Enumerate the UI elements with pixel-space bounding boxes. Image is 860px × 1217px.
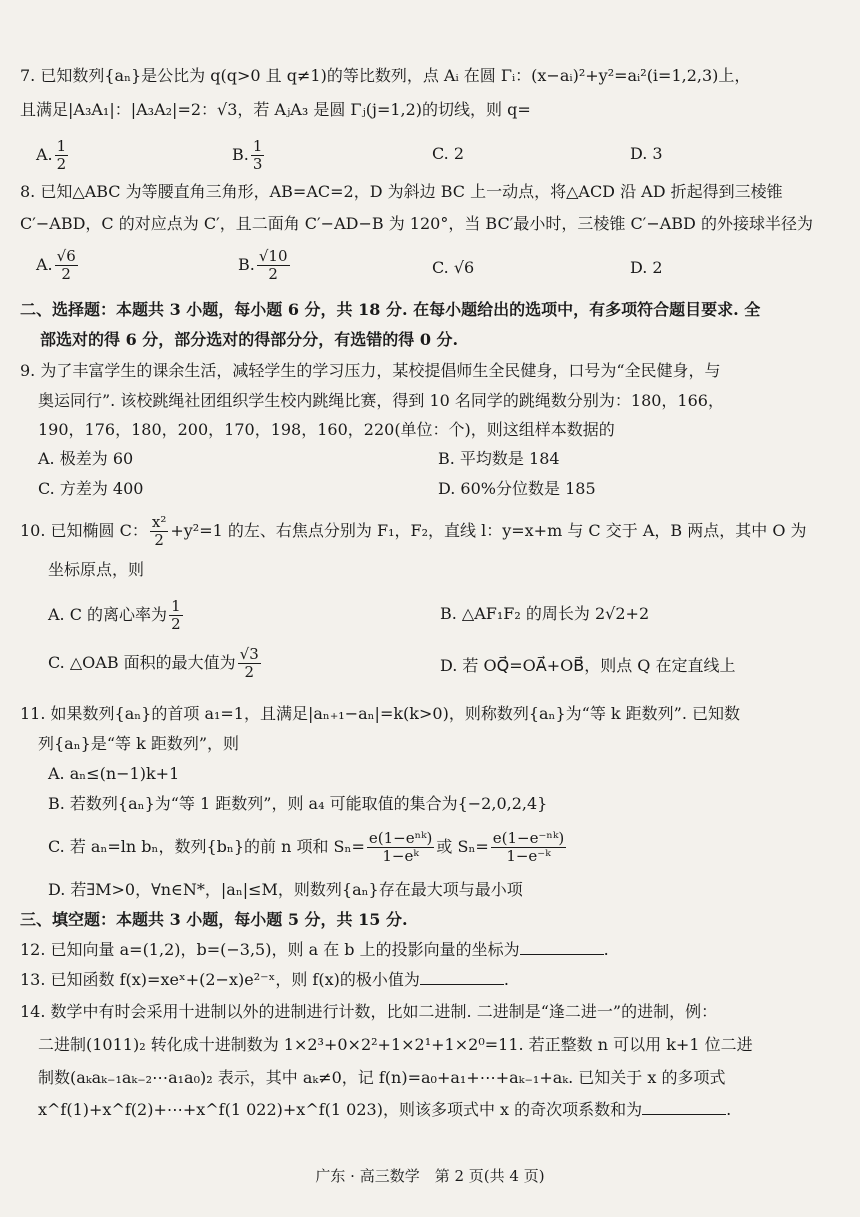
q12-line: 12. 已知向量 a=(1,2)，b=(−3,5)，则 a 在 b 上的投影向量的坐标为 .	[20, 940, 609, 959]
q11-option-c: C. 若 aₙ=ln bₙ，数列{bₙ}的前 n 项和 Sₙ= e(1−eⁿᵏ) 1−eᵏ 或 Sₙ= $\frac{\text{e(1−e⁻ⁿᵏ)}}{\text{1−e⁻ᵏ}}$	[48, 829, 565, 865]
q9-line1: 9. 为了丰富学生的课余生活，减轻学生的学习压力，某校提倡师生全民健身，口号为“全民健身，与	[20, 361, 721, 380]
q8-option-d: D. 2	[630, 258, 663, 277]
q14-line3: 制数(aₖaₖ₋₁aₖ₋₂⋯a₁a₀)₂ 表示，其中 aₖ≠0，记 f(n)=a₀+a₁+⋯+aₖ₋₁+aₖ. 已知关于 x 的多项式	[38, 1068, 726, 1087]
q10-line1: 10. 已知椭圆 C： $\frac{\text{x²}}{2}$ +y²=1 的左、右焦点分别为 F₁，F₂，直线 l：y=x+m 与 C 交于 A，B 两点，其中 O 为	[20, 513, 807, 549]
q8-option-a: A. $\frac{√6}{2}$	[36, 247, 76, 283]
q12-answer-blank	[520, 940, 604, 955]
section-2-heading-cont: 部选对的得 6 分，部分选对的得部分分，有选错的得 0 分.	[40, 330, 459, 349]
section-2-heading: 二、选择题：本题共 3 小题，每小题 6 分，共 18 分. 在每小题给出的选项中，有多项符合题目要求. 全	[20, 300, 761, 319]
q9-option-a: A. 极差为 60	[38, 449, 134, 468]
q8-line1: 8. 已知△ABC 为等腰直角三角形，AB=AC=2，D 为斜边 BC 上一动点，将△ACD 沿 AD 折起得到三棱锥	[20, 182, 783, 201]
q14-answer-blank	[642, 1100, 726, 1115]
q10-option-c: C. △OAB 面积的最大值为 $\frac{√3}{2}$	[48, 645, 259, 681]
q11-option-d: D. 若∃M>0，∀n∈N*，|aₙ|≤M，则数列{aₙ}存在最大项与最小项	[48, 880, 523, 899]
q7-line2: 且满足|A₃A₁|：|A₃A₂|=2：√3，若 AⱼA₃ 是圆 Γⱼ(j=1,2)的切线，则 q=	[20, 100, 531, 119]
q8-option-c: C. √6	[432, 258, 475, 277]
q7-option-b: B. $\frac{1}{3}$	[232, 137, 263, 173]
q10-line2: 坐标原点，则	[48, 560, 145, 579]
q11-option-b: B. 若数列{aₙ}为“等 1 距数列”，则 a₄ 可能取值的集合为{−2,0,2,4}	[48, 794, 548, 813]
q7-line1: 7. 已知数列{aₙ}是公比为 q(q>0 且 q≠1)的等比数列，点 Aᵢ 在圆 Γᵢ：(x−aᵢ)²+y²=aᵢ²(i=1,2,3)上，	[20, 66, 751, 85]
page-footer: 广东 · 高三数学 第 2 页(共 4 页)	[315, 1167, 545, 1185]
q8-option-b: B. $\frac{√10}{2}$	[238, 247, 288, 283]
q11-line1: 11. 如果数列{aₙ}的首项 a₁=1，且满足|aₙ₊₁−aₙ|=k(k>0)，则称数列{aₙ}为“等 k 距数列”. 已知数	[20, 704, 741, 723]
q11-option-a: A. aₙ≤(n−1)k+1	[48, 764, 180, 783]
q10-option-b: B. △AF₁F₂ 的周长为 2√2+2	[440, 604, 650, 623]
q7-option-d: D. 3	[630, 144, 663, 163]
section-3-heading: 三、填空题：本题共 3 小题，每小题 5 分，共 15 分.	[20, 910, 408, 929]
q9-option-b: B. 平均数是 184	[438, 449, 560, 468]
q11-line2: 列{aₙ}是“等 k 距数列”，则	[38, 734, 240, 753]
q8-line2: C′−ABD，C 的对应点为 C′，且二面角 C′−AD−B 为 120°，当 BC′最小时，三棱锥 C′−ABD 的外接球半径为	[20, 214, 813, 233]
q7-option-a: A. $\frac{1}{2}$	[36, 137, 67, 173]
q9-option-d: D. 60%分位数是 185	[438, 479, 596, 498]
q9-line2: 奥运同行”. 该校跳绳社团组织学生校内跳绳比赛，得到 10 名同学的跳绳数分别为：180，166，	[38, 391, 724, 410]
q9-option-c: C. 方差为 400	[38, 479, 144, 498]
q10-option-a: A. C 的离心率为 $\frac{1}{2}$	[48, 597, 181, 633]
q13-line: 13. 已知函数 f(x)=xeˣ+(2−x)e²⁻ˣ，则 f(x)的极小值为 .	[20, 970, 509, 989]
q9-line3: 190，176，180，200，170，198，160，220(单位：个)，则这组样本数据的	[38, 420, 615, 439]
q14-line4: x^f(1)+x^f(2)+⋯+x^f(1 022)+x^f(1 023)，则该多项式中 x 的奇次项系数和为 .	[38, 1100, 732, 1119]
q13-answer-blank	[420, 970, 504, 985]
q10-option-d: D. 若 OQ⃗=OA⃗+OB⃗，则点 Q 在定直线上	[440, 656, 736, 675]
q7-option-c: C. 2	[432, 144, 465, 163]
q14-line1: 14. 数学中有时会采用十进制以外的进制进行计数，比如二进制. 二进制是“逢二进一”的进制，例：	[20, 1002, 718, 1021]
q14-line2: 二进制(1011)₂ 转化成十进制数为 1×2³+0×2²+1×2¹+1×2⁰=11. 若正整数 n 可以用 k+1 位二进	[38, 1035, 753, 1054]
